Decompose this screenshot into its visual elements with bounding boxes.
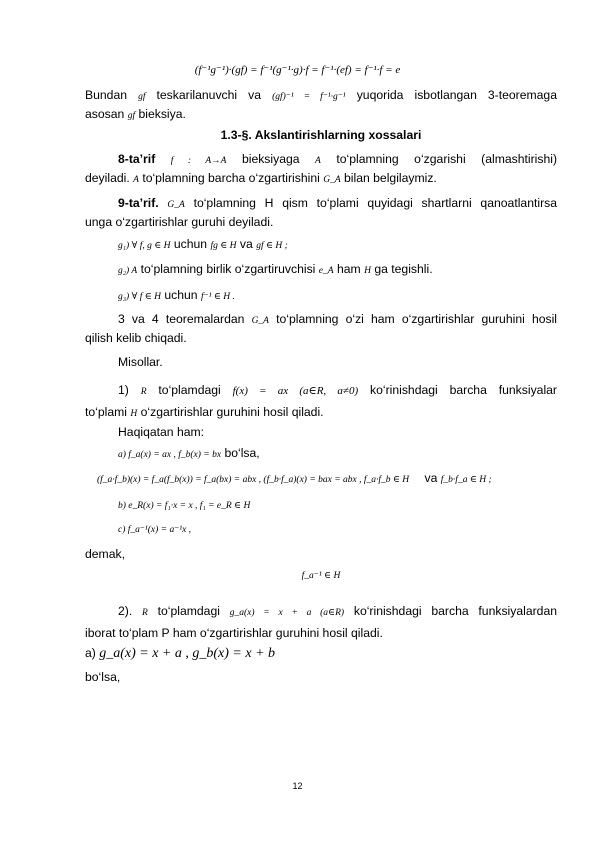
text: to‘plamning barcha o‘zgartirishini bbox=[142, 171, 320, 185]
formula-r: R bbox=[140, 387, 147, 397]
text: yuqorida isbotlangan 3-teoremaga bbox=[356, 88, 557, 102]
text: 2). bbox=[118, 604, 133, 618]
formula-inverse-product: (f⁻¹g⁻¹)·(gf) = f⁻¹(g⁻¹·g)·f = f⁻¹·(ef) = f⁻¹·f = e bbox=[194, 64, 401, 76]
formula-ga: G_A bbox=[323, 175, 341, 185]
condition-g3 bbox=[118, 288, 557, 305]
formula-ga: G_A bbox=[251, 316, 269, 326]
text: a) bbox=[85, 646, 96, 660]
text: uchun bbox=[173, 237, 208, 251]
formula: g₂) A bbox=[118, 266, 138, 276]
condition-g2 bbox=[118, 262, 557, 279]
text: ko‘rinishdagi barcha funksiyalardan bbox=[353, 604, 557, 618]
example-1-result: f_a⁻¹ ∈ H bbox=[301, 571, 341, 581]
text: to‘plamning o‘zgarishi (almashtirishi) bbox=[336, 152, 557, 166]
example-1-line1 bbox=[118, 383, 557, 400]
formula: f⁻¹ ∈ H . bbox=[200, 292, 235, 302]
formula-map: f : A→A bbox=[170, 156, 227, 166]
text: asosan bbox=[85, 107, 125, 121]
example-1-line2 bbox=[85, 405, 557, 422]
formula: H bbox=[364, 266, 371, 276]
formula-r: R bbox=[142, 608, 148, 618]
example-1-demak: demak, bbox=[85, 547, 125, 561]
text: teskarilanuvchi va bbox=[156, 88, 262, 102]
formula: b) e_R(x) = f₁·x = x , f₁ = e_R ∈ H bbox=[118, 501, 251, 511]
text: Bundan bbox=[85, 88, 128, 102]
definition-8-line2 bbox=[85, 171, 557, 188]
formula: e_A bbox=[318, 266, 334, 276]
example-2-bolsa: bo‘lsa, bbox=[85, 670, 121, 684]
definition-label: 9-ta’rif. bbox=[118, 196, 159, 210]
example-2-item-a bbox=[85, 646, 557, 661]
example-1-item-c bbox=[118, 521, 557, 538]
text: to‘plamning H qism to‘plami quyidagi shartlarni qanoatlantirsa bbox=[193, 196, 557, 210]
formula-fx: f(x) = ax (a∈R, a≠0) bbox=[232, 385, 359, 397]
section-title bbox=[85, 128, 557, 143]
text: to‘plami bbox=[85, 405, 127, 419]
example-2-line1 bbox=[118, 604, 557, 621]
text: to‘plamning o‘zi ham o‘zgartirishlar guruhini hosil bbox=[276, 312, 558, 326]
text: 1) bbox=[118, 383, 129, 397]
formula-gf: gf bbox=[127, 111, 136, 121]
formula: c) f_a⁻¹(x) = a⁻¹x , bbox=[118, 525, 192, 535]
text: to‘plamning birlik o‘zgartiruvchisi bbox=[140, 262, 316, 276]
formula-set-a: A bbox=[315, 156, 321, 166]
paragraph-bundan-line1 bbox=[85, 88, 557, 105]
formula-gf: gf bbox=[138, 92, 146, 102]
formula-h: H bbox=[130, 409, 138, 419]
example-1-haqiqatan: Haqiqatan ham: bbox=[118, 425, 205, 439]
text: o‘zgartirishlar guruhini hosil qiladi. bbox=[140, 405, 324, 419]
definition-9-line2: unga o‘zgartirishlar guruhi deyiladi. bbox=[85, 215, 274, 229]
text: ga tegishli. bbox=[374, 262, 433, 276]
example-1-composition bbox=[97, 471, 557, 488]
text: bieksiyaga bbox=[241, 152, 300, 166]
formula-set-a: A bbox=[133, 175, 139, 185]
paragraph-theorem-line1 bbox=[118, 312, 557, 329]
text: to‘plamdagi bbox=[157, 604, 220, 618]
text: bilan belgilaymiz. bbox=[344, 171, 437, 185]
section-title-text: 1.3-§. Akslantirishlarning xossalari bbox=[220, 128, 422, 142]
formula: g_a(x) = x + a , g_b(x) = x + b bbox=[99, 646, 276, 661]
formula-ga: G_A bbox=[167, 200, 185, 210]
formula-gx: g_a(x) = x + a (a∈R) bbox=[229, 608, 345, 618]
text: va bbox=[424, 471, 438, 485]
formula-composition: (f_a·f_b)(x) = f_a(f_b(x)) = f_a(bx) = abx , (f_b·f_a)(x) = bax = abx , f_a·f_b ∈ H bbox=[97, 475, 410, 485]
formula: g₁) ∀ f, g ∈ H bbox=[118, 241, 171, 251]
formula: a) f_a(x) = ax , f_b(x) = bx bbox=[118, 450, 222, 460]
text: ko‘rinishdagi barcha funksiyalar bbox=[369, 383, 557, 397]
text: to‘plamdagi bbox=[158, 383, 221, 397]
definition-9-line1 bbox=[118, 196, 557, 213]
text: ham bbox=[336, 262, 361, 276]
condition-g1 bbox=[118, 237, 557, 254]
text: bieksiya. bbox=[138, 107, 186, 121]
definition-label: 8-ta’rif bbox=[118, 152, 156, 166]
example-2-line2: iborat to‘plam P ham o‘zgartirishlar guruhini hosil qiladi. bbox=[85, 626, 383, 640]
text: uchun bbox=[164, 288, 198, 302]
text: bo‘lsa, bbox=[224, 446, 260, 460]
formula: f_b·f_a ∈ H ; bbox=[440, 475, 492, 485]
formula: g₃) ∀ f ∈ H bbox=[118, 292, 161, 302]
examples-heading: Misollar. bbox=[118, 355, 163, 369]
paragraph-bundan-line2 bbox=[85, 107, 557, 124]
example-1-item-b bbox=[118, 497, 557, 514]
paragraph-theorem-line2: qilish kelib chiqadi. bbox=[85, 331, 187, 345]
example-1-item-a bbox=[118, 446, 557, 463]
formula: fg ∈ H bbox=[210, 241, 237, 251]
text: va bbox=[239, 237, 253, 251]
definition-8-line1 bbox=[118, 152, 557, 169]
formula: gf ∈ H ; bbox=[256, 241, 288, 251]
text: deyiladi. bbox=[85, 171, 130, 185]
page-number: 12 bbox=[292, 781, 303, 791]
formula-gf-inverse: (gf)⁻¹ = f⁻¹·g⁻¹ bbox=[272, 92, 346, 102]
text: 3 va 4 teoremalardan bbox=[118, 312, 245, 326]
